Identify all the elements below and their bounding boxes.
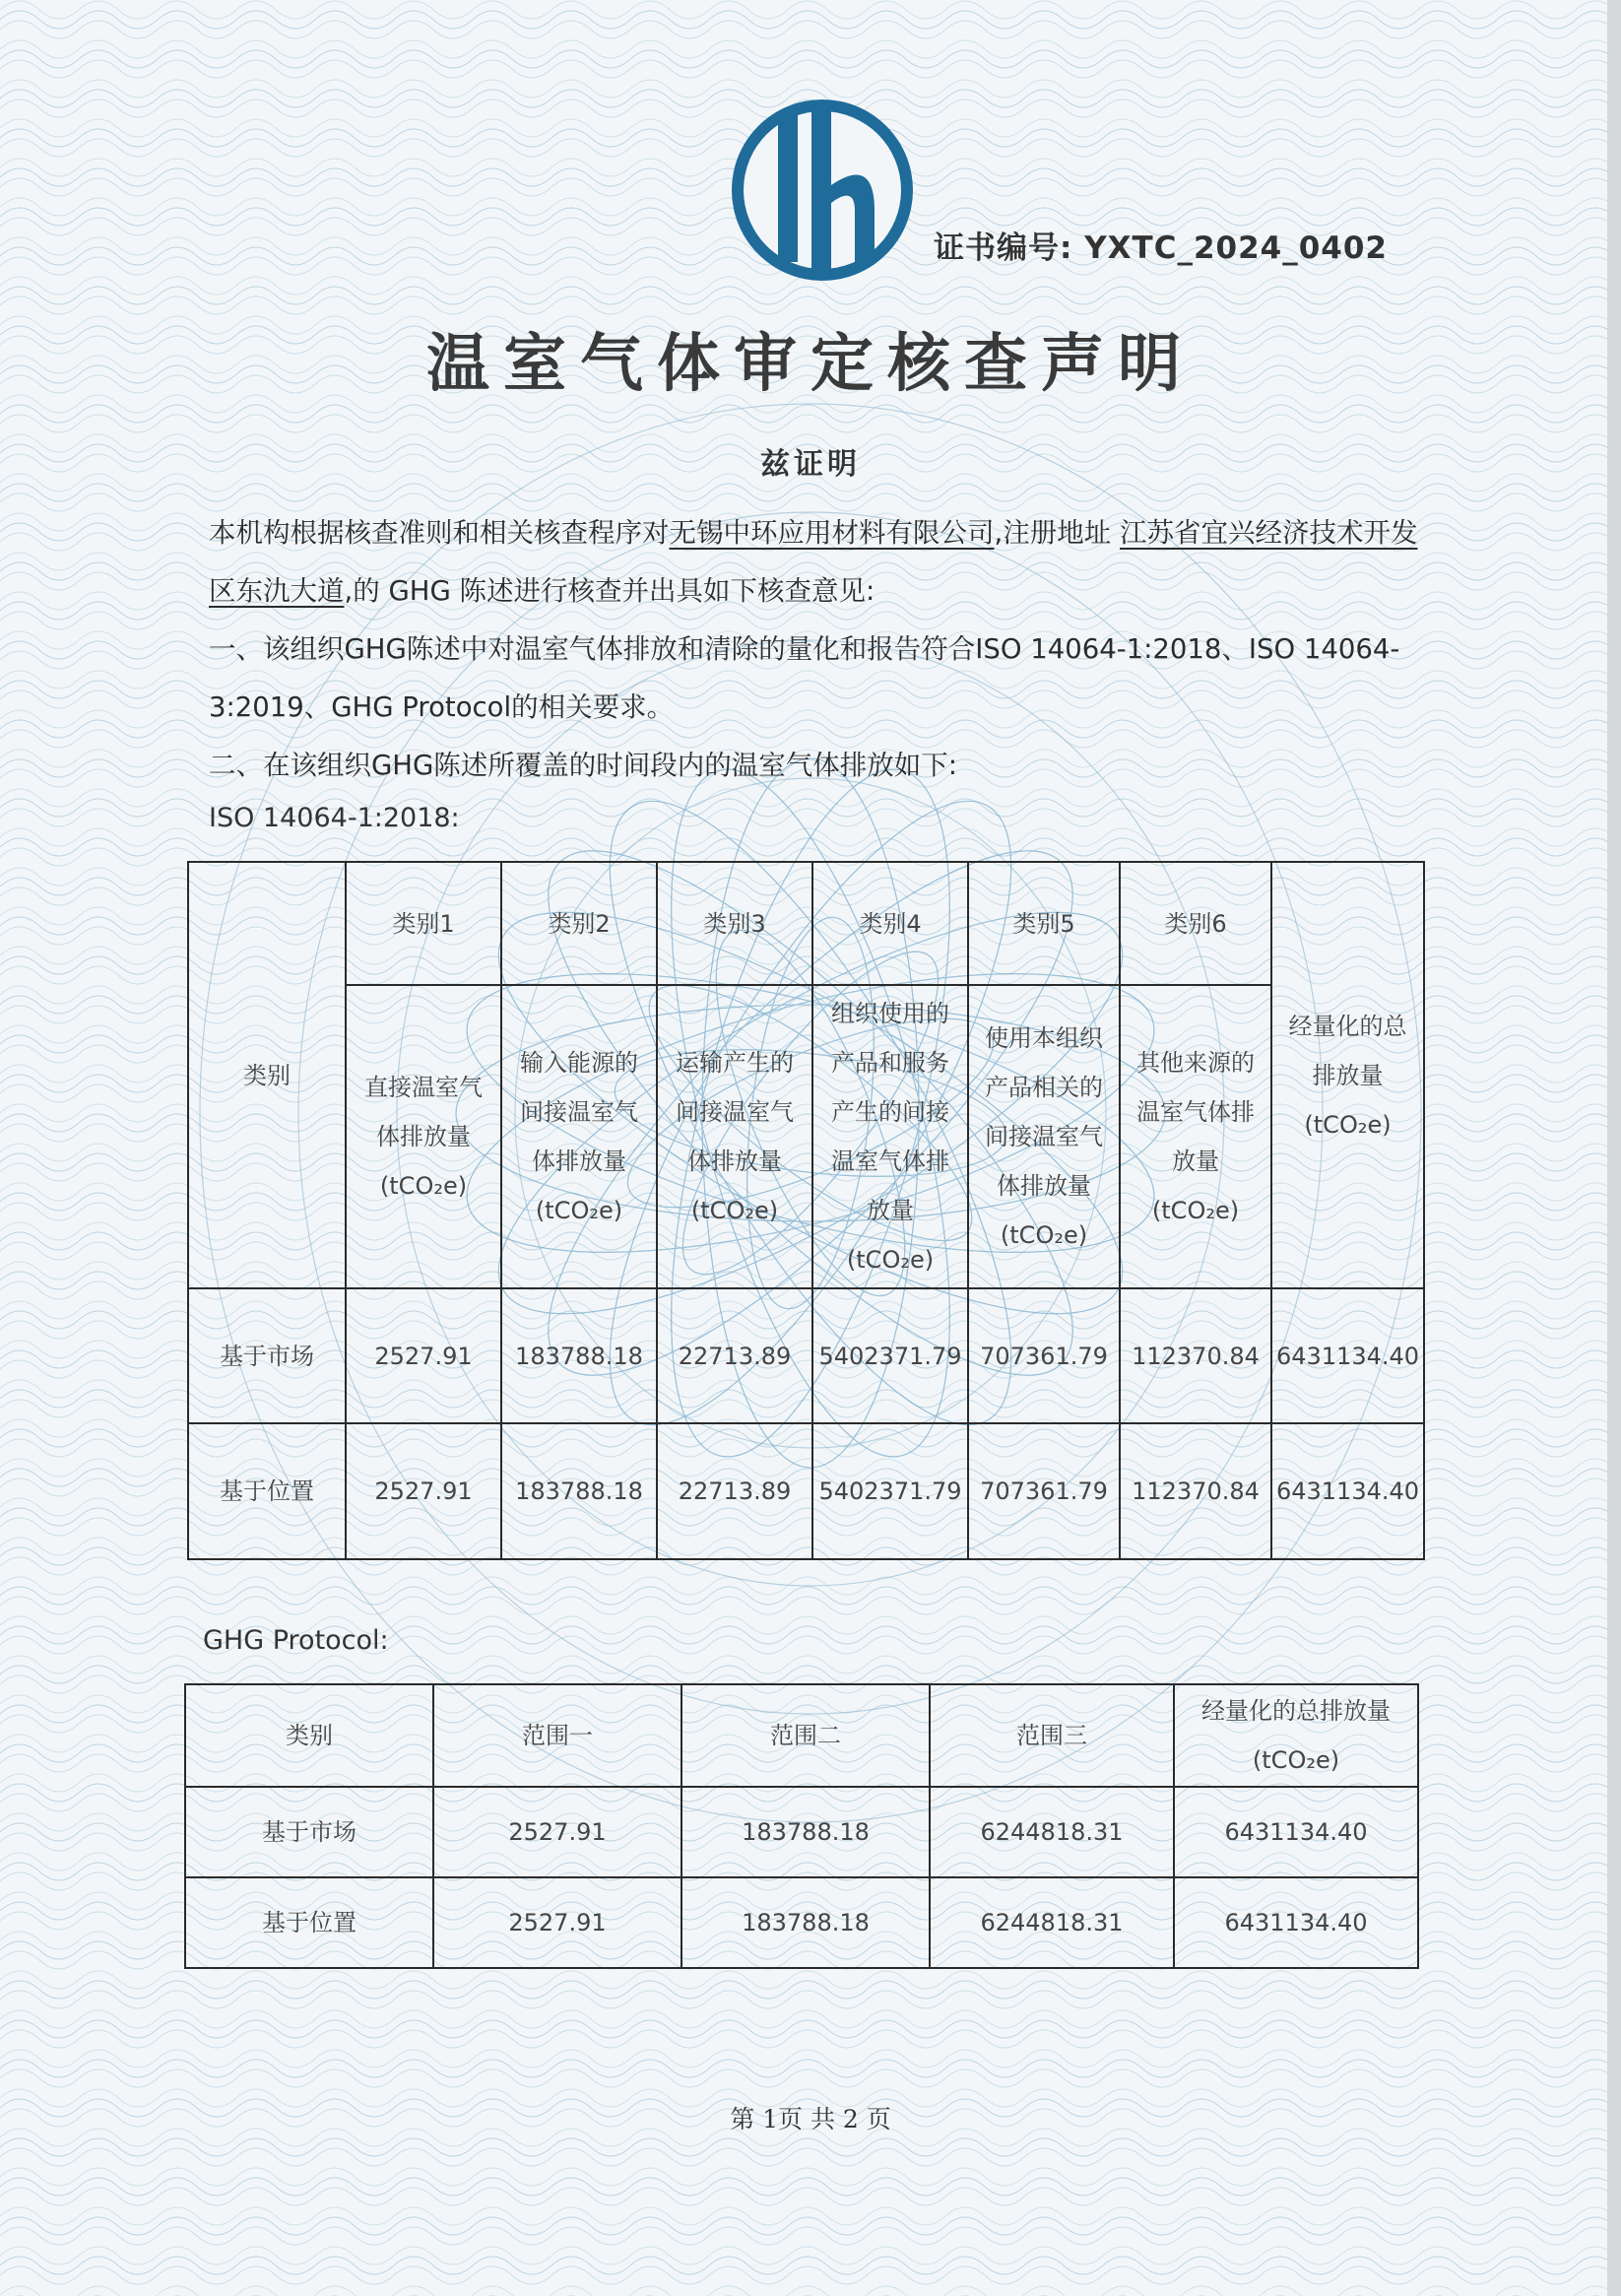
iso-row-location (188, 1423, 1424, 1559)
organization-name: 无锡中环应用材料有限公司 (669, 517, 995, 549)
row-label: 基于位置 (188, 1423, 346, 1559)
value-cell: 6431134.40 (1271, 1423, 1424, 1559)
value-cell: 5402371.79 (812, 1423, 968, 1559)
iso-desc-2: 输入能源的 间接温室气 体排放量 (tCO₂e) (501, 985, 657, 1288)
value-cell: 6244818.31 (930, 1787, 1174, 1877)
row-label: 基于位置 (185, 1877, 433, 1968)
iso-category-3: 类别3 (657, 862, 812, 985)
value-cell: 183788.18 (681, 1787, 930, 1877)
ghg-table-label: GHG Protocol: (203, 1625, 389, 1656)
value-cell: 2527.91 (433, 1877, 681, 1968)
registered-address: 江苏省宜兴经济技术开发区东氿大道 (209, 517, 1418, 607)
value-cell: 6431134.40 (1174, 1877, 1418, 1968)
iso-desc-5: 使用本组织 产品相关的 间接温室气 体排放量 (tCO₂e) (968, 985, 1120, 1288)
iso-row-header: 类别 (188, 862, 346, 1288)
value-cell: 6431134.40 (1271, 1288, 1424, 1423)
statement-intro: 本机构根据核查准则和相关核查程序对无锡中环应用材料有限公司,注册地址 江苏省宜兴经济技术开发区东氿大道,的 GHG 陈述进行核查并出具如下核查意见: (209, 517, 1418, 607)
iso-table-label: ISO 14064-1:2018: (209, 803, 460, 833)
value-cell: 183788.18 (501, 1288, 657, 1423)
value-cell: 2527.91 (433, 1787, 681, 1877)
value-cell: 183788.18 (681, 1877, 930, 1968)
ghg-row-market (185, 1787, 1418, 1877)
statement-conformity: 一、该组织GHG陈述中对温室气体排放和清除的量化和报告符合ISO 14064-1:2018、ISO 14064-3:2019、GHG Protocol的相关要求。 (209, 633, 1400, 723)
ghg-header-category: 类别 (185, 1684, 433, 1787)
certifier-logo (727, 95, 918, 286)
ghg-protocol-table (184, 1683, 1419, 1969)
iso-category-4: 类别4 (812, 862, 968, 985)
value-cell: 2527.91 (346, 1288, 501, 1423)
document-subtitle: 兹证明 (760, 447, 861, 482)
ghg-header-scope2: 范围二 (681, 1684, 930, 1787)
iso-category-1: 类别1 (346, 862, 501, 985)
value-cell: 2527.91 (346, 1423, 501, 1559)
value-cell: 22713.89 (657, 1288, 812, 1423)
certificate-number: 证书编号: YXTC_2024_0402 (934, 230, 1389, 266)
iso-desc-6: 其他来源的 温室气体排 放量 (tCO₂e) (1120, 985, 1271, 1288)
value-cell: 22713.89 (657, 1423, 812, 1559)
value-cell: 6431134.40 (1174, 1787, 1418, 1877)
iso-desc-1: 直接温室气 体排放量 (tCO₂e) (346, 985, 501, 1288)
ghg-header-scope3: 范围三 (930, 1684, 1174, 1787)
value-cell: 6244818.31 (930, 1877, 1174, 1968)
iso-category-2: 类别2 (501, 862, 657, 985)
value-cell: 183788.18 (501, 1423, 657, 1559)
value-cell: 112370.84 (1120, 1288, 1271, 1423)
statement-emissions-intro: 二、在该组织GHG陈述所覆盖的时间段内的温室气体排放如下: (209, 750, 958, 781)
value-cell: 707361.79 (968, 1288, 1120, 1423)
row-label: 基于市场 (188, 1288, 346, 1423)
iso-emissions-table (187, 861, 1425, 1560)
ghg-header-total: 经量化的总排放量 (tCO₂e) (1174, 1684, 1418, 1787)
ghg-header-scope1: 范围一 (433, 1684, 681, 1787)
iso-category-6: 类别6 (1120, 862, 1271, 985)
value-cell: 112370.84 (1120, 1423, 1271, 1559)
iso-desc-4: 组织使用的 产品和服务 产生的间接 温室气体排 放量 (tCO₂e) (812, 985, 968, 1288)
row-label: 基于市场 (185, 1787, 433, 1877)
iso-row-market (188, 1288, 1424, 1423)
value-cell: 707361.79 (968, 1423, 1120, 1559)
value-cell: 5402371.79 (812, 1288, 968, 1423)
iso-total-header: 经量化的总 排放量 (tCO₂e) (1271, 862, 1424, 1288)
iso-category-5: 类别5 (968, 862, 1120, 985)
ghg-row-location (185, 1877, 1418, 1968)
document-title: 温室气体审定核查声明 (426, 327, 1195, 401)
iso-desc-3: 运输产生的 间接温室气 体排放量 (tCO₂e) (657, 985, 812, 1288)
page-number: 第 1页 共 2 页 (730, 2105, 891, 2133)
